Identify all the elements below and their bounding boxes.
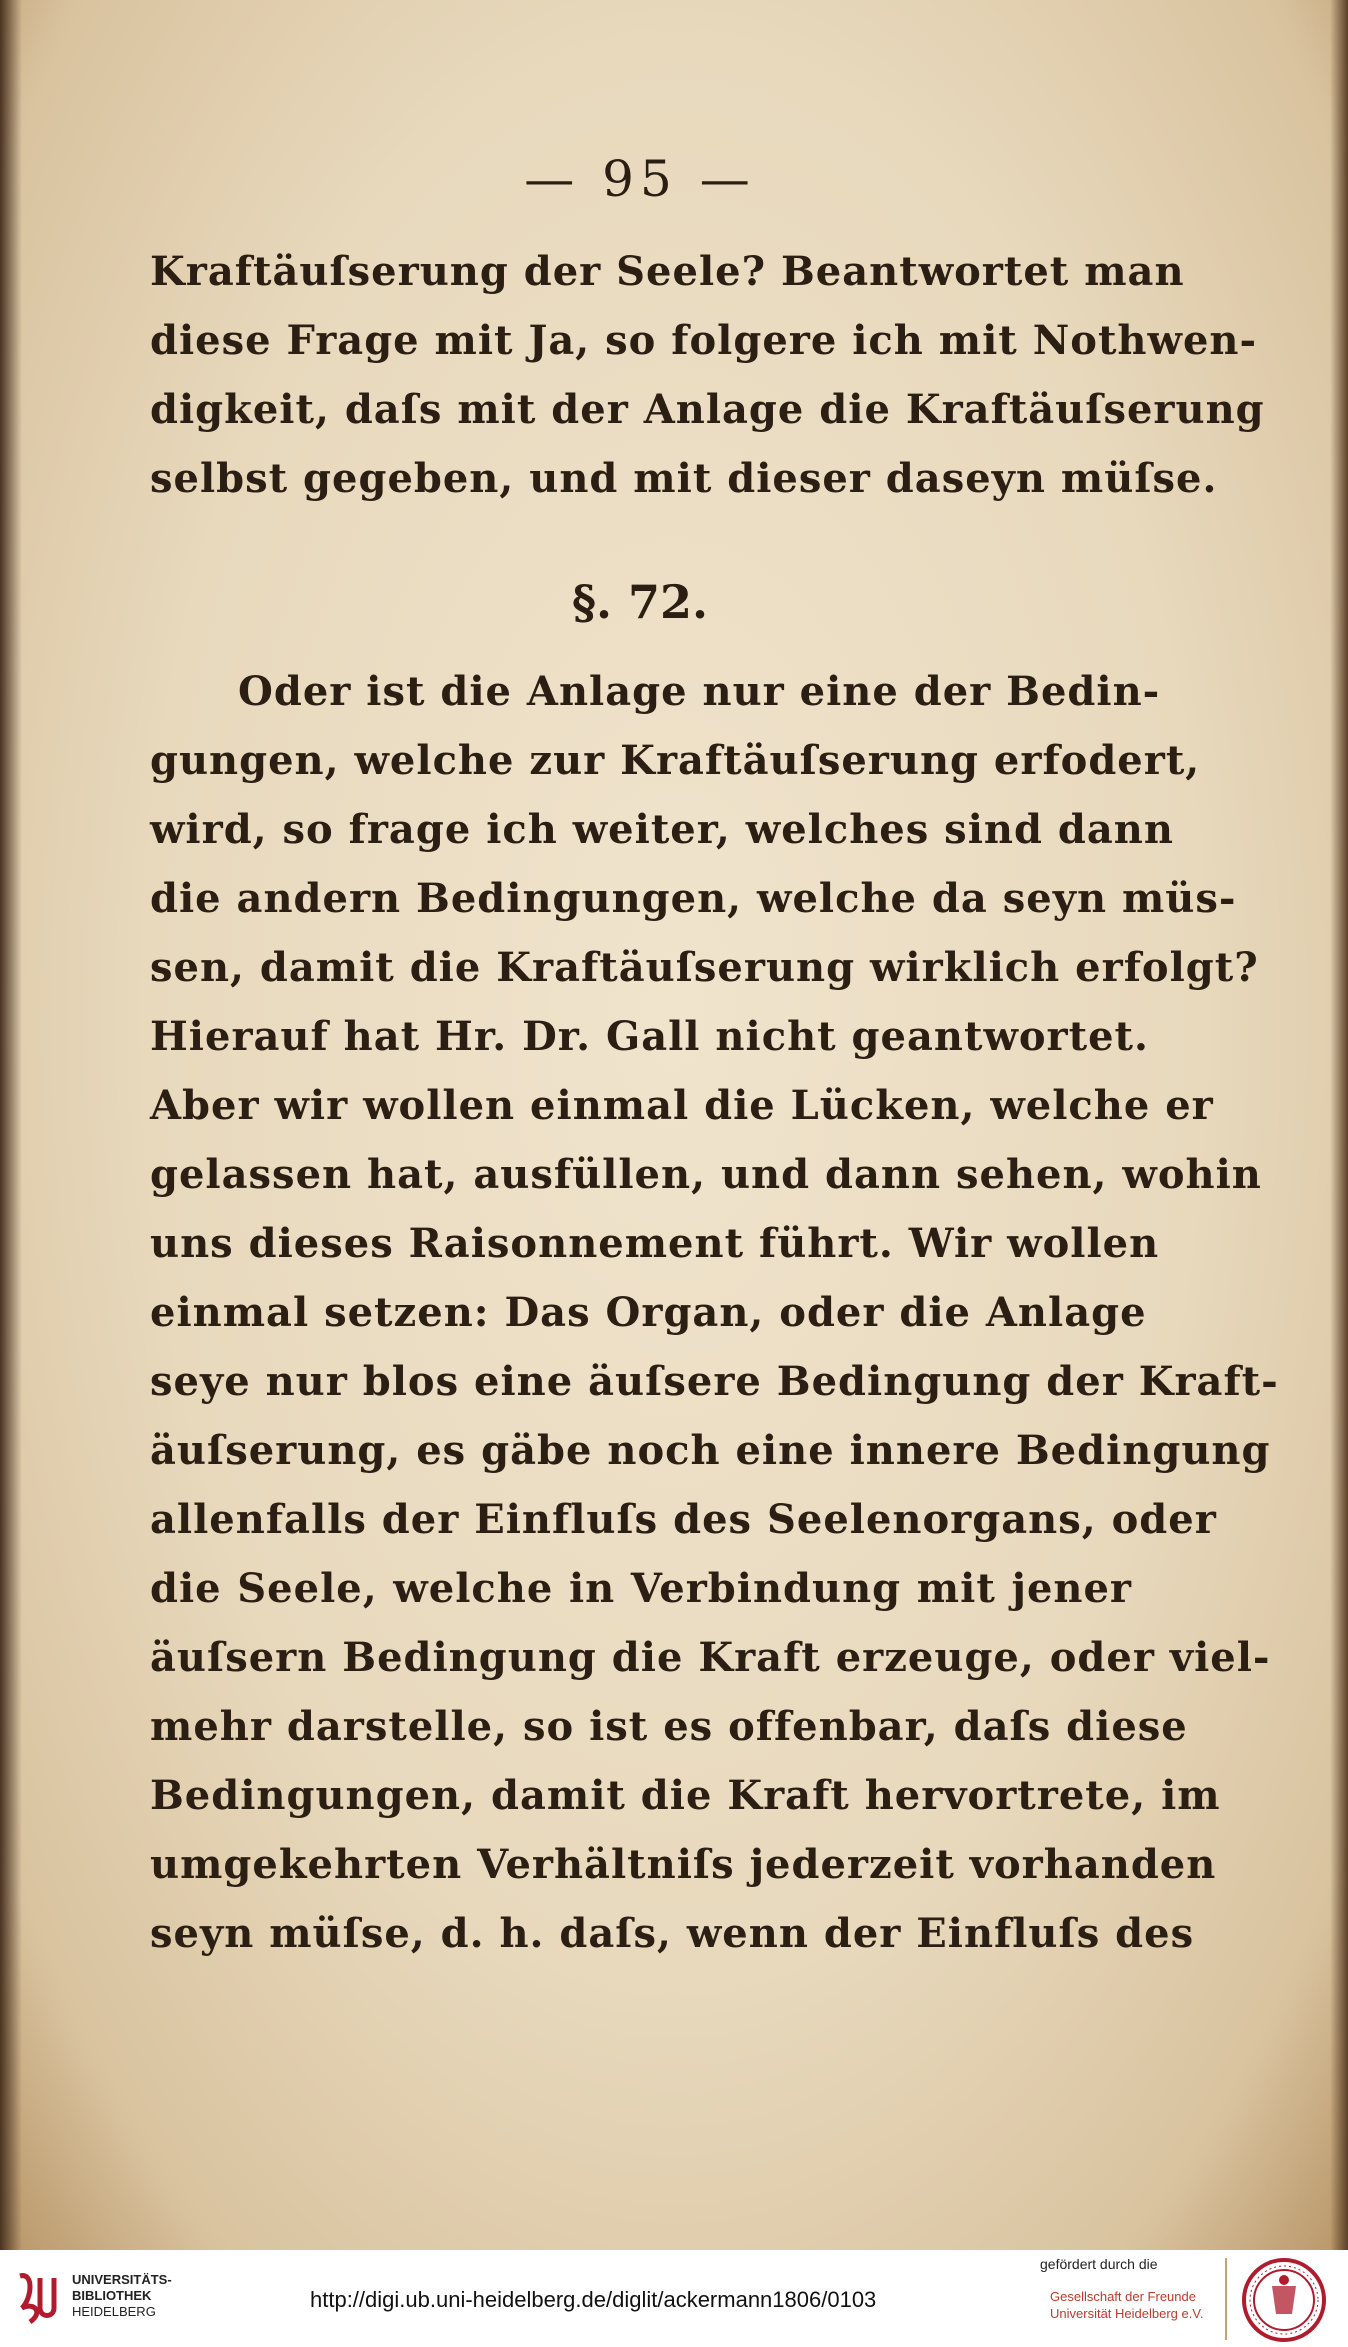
- library-name-line: UNIVERSITÄTS-: [72, 2272, 172, 2287]
- text-line: äuſserung, es gäbe noch eine innere Bedingung: [150, 1427, 1271, 1474]
- library-name-line: HEIDELBERG: [72, 2304, 156, 2319]
- text-line: gelassen hat, ausfüllen, und dann sehen, wohin: [150, 1151, 1262, 1198]
- text-line: Bedingungen, damit die Kraft hervortrete, im: [150, 1772, 1221, 1819]
- text-line: selbst gegeben, und mit dieser daseyn müſse.: [150, 455, 1218, 502]
- text-line: umgekehrten Verhältniſs jederzeit vorhanden: [150, 1841, 1217, 1888]
- permalink-url[interactable]: http://digi.ub.uni-heidelberg.de/diglit/ackermann1806/0103: [310, 2287, 877, 2312]
- text-line: sen, damit die Kraftäuſserung wirklich erfolgt?: [150, 944, 1259, 991]
- text-line: wird, so frage ich weiter, welches sind dann: [150, 806, 1174, 853]
- footer-divider: [1225, 2258, 1227, 2340]
- text-line: seyn müſse, d. h. daſs, wenn der Einfluſs des: [150, 1910, 1195, 1957]
- text-line: Aber wir wollen einmal die Lücken, welche er: [150, 1082, 1214, 1129]
- text-line: die Seele, welche in Verbindung mit jener: [150, 1565, 1132, 1612]
- library-name-line: BIBLIOTHEK: [72, 2288, 152, 2303]
- sponsor-name-line: Gesellschaft der Freunde: [1050, 2289, 1196, 2304]
- page-number: — 95 —: [524, 150, 756, 208]
- text-line: Hierauf hat Hr. Dr. Gall nicht geantwortet.: [150, 1013, 1149, 1060]
- sponsor-name-line: Universität Heidelberg e.V.: [1050, 2306, 1204, 2321]
- text-line: diese Frage mit Ja, so folgere ich mit Nothwen-: [150, 317, 1258, 364]
- text-line: digkeit, daſs mit der Anlage die Kraftäuſserung: [150, 386, 1265, 433]
- text-line: allenfalls der Einfluſs des Seelenorgans, oder: [150, 1496, 1217, 1543]
- text-line: äuſsern Bedingung die Kraft erzeuge, oder viel-: [150, 1634, 1271, 1681]
- university-seal-icon: [1240, 2256, 1328, 2344]
- footer-bar: [0, 2250, 1348, 2347]
- text-line: mehr darstelle, so ist es offenbar, daſs diese: [150, 1703, 1188, 1750]
- text-line: die andern Bedingungen, welche da seyn müs-: [150, 875, 1237, 922]
- text-line: einmal setzen: Das Organ, oder die Anlage: [150, 1289, 1147, 1336]
- section-heading: §. 72.: [571, 575, 709, 629]
- text-line: Kraftäuſserung der Seele? Beantwortet man: [150, 248, 1185, 295]
- text-line: seye nur blos eine äuſsere Bedingung der Kraft-: [150, 1358, 1279, 1405]
- sponsor-name: [1050, 2288, 1203, 2322]
- library-logo-icon: [14, 2268, 62, 2328]
- text-line: gungen, welche zur Kraftäuſserung erfodert,: [150, 737, 1201, 784]
- text-line: Oder ist die Anlage nur eine der Bedin-: [238, 668, 1161, 715]
- sponsor-label: gefördert durch die: [1040, 2256, 1158, 2272]
- library-name: [72, 2272, 172, 2320]
- text-line: uns dieses Raisonnement führt. Wir wollen: [150, 1220, 1160, 1267]
